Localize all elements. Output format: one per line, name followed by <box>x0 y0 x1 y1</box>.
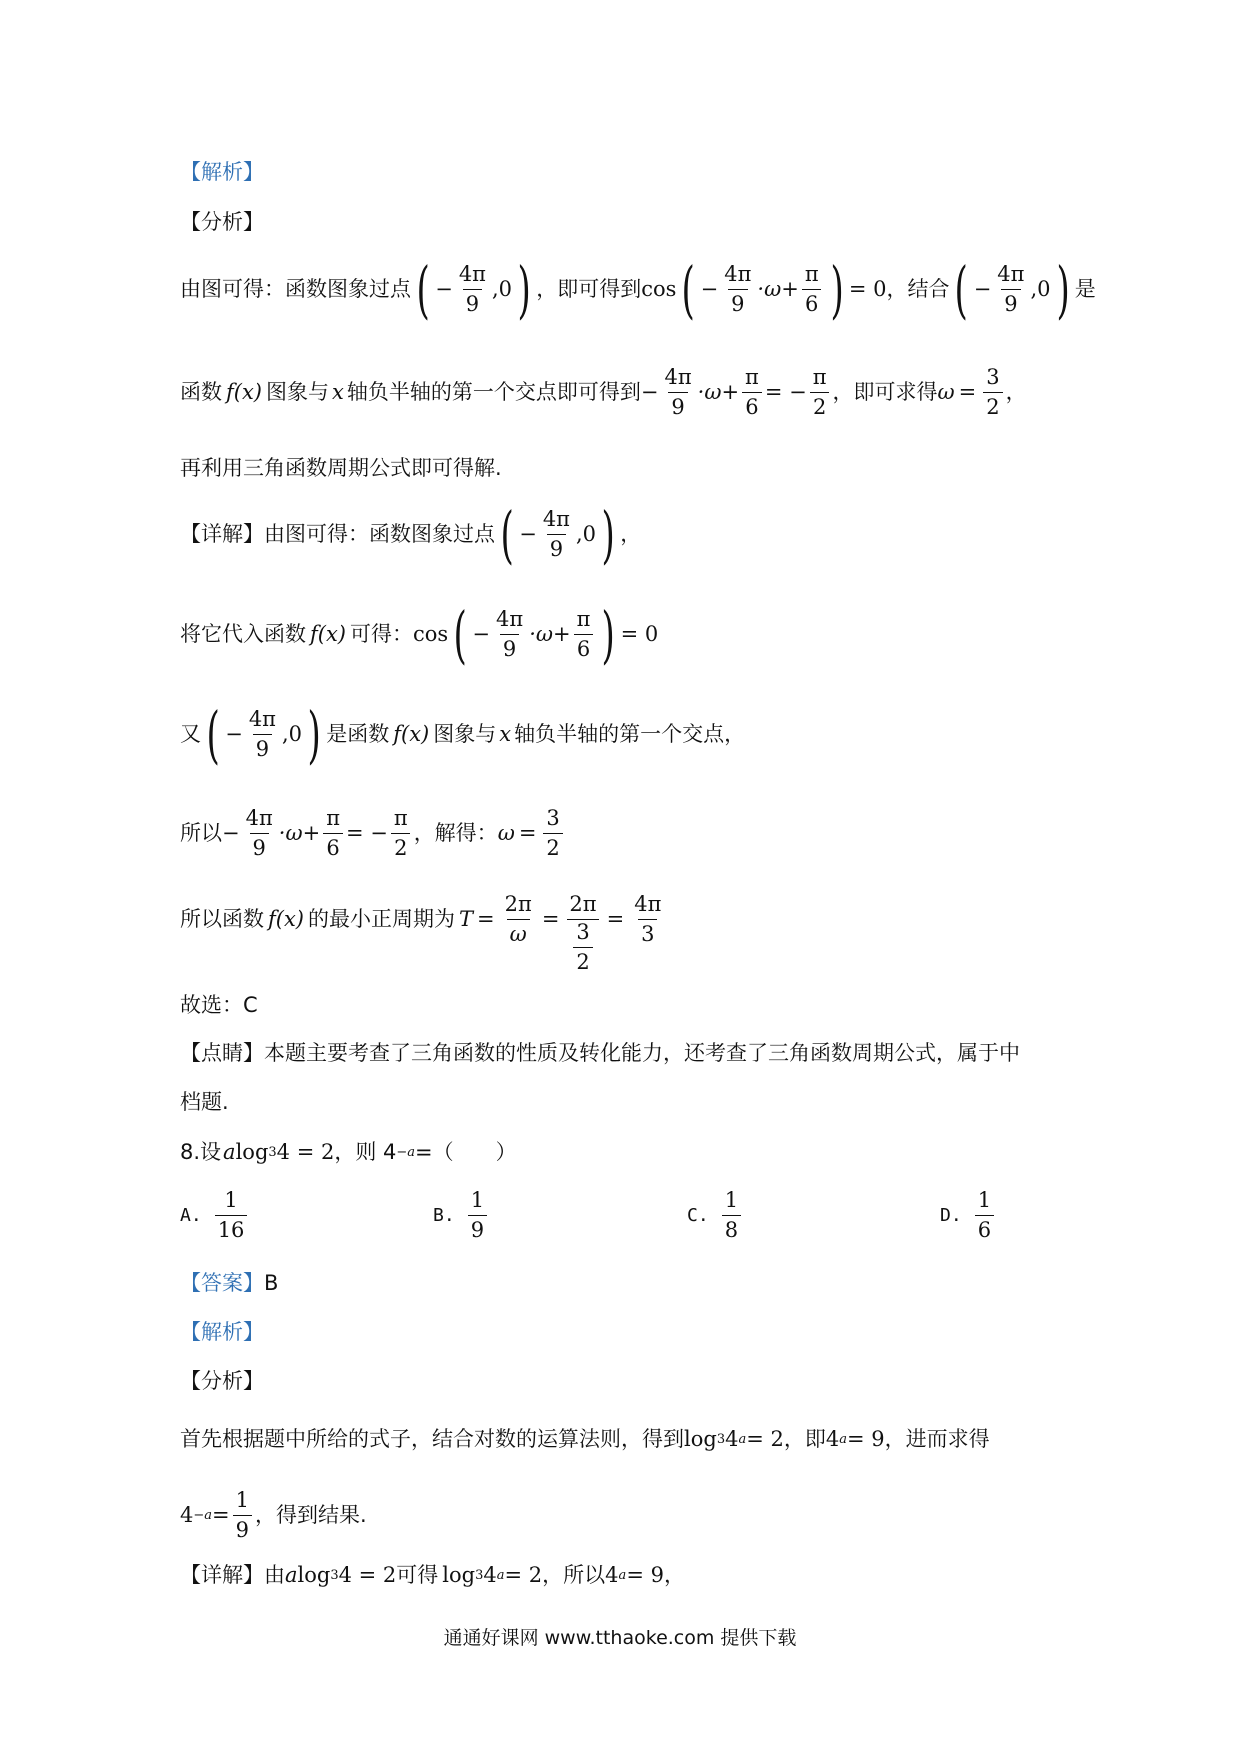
fraction <box>540 509 573 560</box>
math-segment: 4 = 2 <box>338 1563 397 1587</box>
daan-label: 【答案】 <box>180 1271 264 1295</box>
math-segment: 4 <box>725 1427 739 1451</box>
text-segment: 由图可得：函数图象过点 <box>180 277 411 302</box>
option-d <box>940 1190 997 1241</box>
comma: , <box>1030 277 1038 302</box>
minus-sign: − <box>472 622 491 647</box>
zero: 0 <box>1037 277 1051 302</box>
text-segment: ，解得： <box>413 821 498 845</box>
equals: = <box>606 907 625 931</box>
right-paren: ) <box>601 598 616 671</box>
denominator: 9 <box>500 634 519 660</box>
text-segment: ，则 4 <box>334 1140 397 1164</box>
analysis-line-2 <box>180 367 1120 418</box>
minus-sign: − <box>973 277 992 302</box>
equals-zero: = 0 <box>620 622 659 647</box>
option-label: B. <box>433 1205 455 1226</box>
detail-line-2 <box>180 598 1120 671</box>
log-function: log <box>684 1427 717 1451</box>
denominator: 8 <box>722 1215 741 1241</box>
text-segment: 图象与 <box>433 722 497 747</box>
equals-minus: = − <box>346 821 388 845</box>
cos-function: cos <box>413 622 449 647</box>
analysis-line-3 <box>180 458 1120 479</box>
denominator: 9 <box>547 534 566 560</box>
function-fx: f(x) <box>226 380 263 404</box>
text-segment: 由 <box>264 1563 285 1587</box>
numerator: 3 <box>576 920 590 944</box>
log-base: 3 <box>475 1568 484 1583</box>
text-segment: 函数 <box>180 380 222 404</box>
text-segment: 图象与 <box>266 380 330 404</box>
function-fx: f(x) <box>268 907 305 931</box>
fraction <box>543 808 562 859</box>
numerator: π <box>745 365 759 389</box>
right-paren: ) <box>601 498 615 571</box>
exponent: a <box>738 1432 747 1447</box>
denominator: 9 <box>468 1215 487 1241</box>
numerator: 2π <box>504 892 532 916</box>
text-segment: ，即可得到 <box>536 277 642 302</box>
minus-sign: − <box>435 277 453 302</box>
denominator: 2 <box>543 833 562 859</box>
function-fx: f(x) <box>393 722 430 747</box>
jiexi-label: 【解析】 <box>180 1320 264 1344</box>
detail-line-3 <box>180 698 1120 771</box>
numerator: 1 <box>235 1488 250 1512</box>
option-b <box>433 1190 490 1241</box>
log-function: log <box>235 1140 269 1164</box>
text-segment: 又 <box>180 722 201 747</box>
text-segment: 再利用三角函数周期公式即可得解. <box>180 456 502 480</box>
xiangjie-label: 【详解】 <box>180 522 264 547</box>
option-label: D. <box>940 1205 962 1226</box>
question-8-stem <box>180 1142 1120 1163</box>
fraction <box>468 1190 487 1241</box>
log-base: 3 <box>330 1568 339 1583</box>
compound-fraction <box>566 894 599 973</box>
fraction <box>243 808 276 859</box>
variable-x: x <box>499 722 512 747</box>
equals: = <box>958 380 977 404</box>
omega-term: ·ω+ <box>278 821 321 845</box>
math-segment: 4 <box>180 1503 194 1527</box>
exponent: −a <box>193 1508 213 1523</box>
fraction <box>215 1190 248 1241</box>
minus-sign: − <box>225 722 243 747</box>
equals: = <box>541 907 560 931</box>
inner-fraction <box>573 922 592 973</box>
fraction <box>975 1190 994 1241</box>
denominator: 3 <box>638 919 657 945</box>
equals: = <box>212 1503 230 1527</box>
zero: 0 <box>288 722 303 747</box>
numerator: 3 <box>986 365 1000 389</box>
minus-sign: − <box>640 380 659 404</box>
equals-minus: = − <box>764 380 807 404</box>
q8-detail-line <box>180 1565 1120 1586</box>
denominator: 2 <box>573 947 592 973</box>
fraction <box>722 1190 741 1241</box>
analysis-line-1 <box>180 253 1120 326</box>
numerator: 4π <box>496 607 524 632</box>
log-function: log <box>442 1563 476 1587</box>
variable-a: a <box>223 1140 236 1164</box>
text-segment: 轴负半轴的第一个交点即可得到 <box>346 380 641 404</box>
note-text: 档题. <box>180 1090 229 1114</box>
math-segment: = 2 <box>504 1563 543 1587</box>
denominator: 6 <box>975 1215 994 1241</box>
right-paren: ) <box>1055 253 1070 326</box>
fraction <box>323 808 343 859</box>
answer-line <box>180 1273 1120 1294</box>
minus-sign: − <box>700 277 719 302</box>
text-segment: 是 <box>1074 277 1096 302</box>
q8-analysis-line-2 <box>180 1490 1120 1541</box>
log-function: log <box>297 1563 331 1587</box>
numerator: 1 <box>977 1188 992 1212</box>
equals-zero: = 0 <box>848 277 887 302</box>
numerator: 4π <box>634 892 662 916</box>
omega-term: ·ω+ <box>757 277 799 302</box>
right-paren: ) <box>830 253 844 326</box>
option-label: A. <box>180 1205 202 1226</box>
numerator: 4π <box>458 262 486 287</box>
math-segment: = 2 <box>746 1427 784 1451</box>
text-segment: 所以 <box>180 821 222 845</box>
denominator: 9 <box>463 289 482 315</box>
numerator: 1 <box>470 1188 485 1212</box>
math-segment: 4 <box>825 1427 840 1451</box>
math-segment: 4 <box>605 1563 619 1587</box>
fenxi-label: 【分析】 <box>180 1369 264 1393</box>
text-segment: 所以函数 <box>180 907 264 931</box>
fraction <box>391 808 411 859</box>
text-segment: 8.设 <box>180 1140 222 1164</box>
detail-line-5 <box>180 880 1120 974</box>
exponent: a <box>618 1568 627 1583</box>
numerator: π <box>576 607 591 632</box>
fraction <box>661 367 694 418</box>
fraction <box>721 264 754 315</box>
exponent: a <box>496 1568 505 1583</box>
denominator: 16 <box>215 1215 248 1241</box>
text-segment: 可得： <box>350 622 414 647</box>
denominator <box>567 919 598 973</box>
text-segment: 是函数 <box>326 722 390 747</box>
denominator: 6 <box>323 833 342 859</box>
zero: 0 <box>498 277 513 302</box>
math-segment: 4 <box>483 1563 497 1587</box>
fraction <box>742 367 762 418</box>
denominator: 6 <box>802 289 821 315</box>
fraction <box>502 894 535 945</box>
detail-line-4 <box>180 808 1120 859</box>
numerator: 4π <box>248 707 276 732</box>
fraction <box>631 894 664 945</box>
omega-symbol: ω <box>937 380 955 404</box>
math-segment: 4 = 2 <box>276 1140 335 1164</box>
jiexi-label: 【解析】 <box>180 160 264 184</box>
numerator: 1 <box>224 1188 238 1212</box>
text-segment: ， <box>1005 380 1027 404</box>
section-label-jiexi <box>180 162 1120 183</box>
choice-line <box>180 995 1120 1016</box>
log-base: 3 <box>268 1145 277 1160</box>
numerator: 4π <box>997 262 1025 287</box>
denominator: 6 <box>574 634 593 660</box>
left-paren: ( <box>453 598 467 671</box>
left-paren: ( <box>500 498 514 571</box>
choice-text: 故选：C <box>180 993 258 1017</box>
right-paren: ) <box>517 253 531 326</box>
denominator: ω <box>507 919 530 945</box>
fraction <box>994 264 1027 315</box>
numerator: 3 <box>546 806 560 830</box>
function-fx: f(x) <box>310 622 347 647</box>
option-label: C. <box>687 1205 709 1226</box>
fraction <box>456 264 489 315</box>
text-segment: 由图可得：函数图象过点 <box>264 522 495 547</box>
fraction <box>810 367 830 418</box>
cos-function: cos <box>641 277 677 302</box>
denominator: 2 <box>391 833 410 859</box>
answer-value: B <box>264 1271 279 1295</box>
minus-sign: − <box>519 522 537 547</box>
denominator: 9 <box>253 734 272 760</box>
exponent: −a <box>396 1145 416 1160</box>
numerator: 1 <box>724 1188 739 1212</box>
omega-term: ·ω+ <box>697 380 740 404</box>
numerator: 4π <box>245 806 273 830</box>
left-paren: ( <box>681 253 696 326</box>
option-c <box>687 1190 744 1241</box>
denominator: 9 <box>250 833 269 859</box>
left-paren: ( <box>416 253 430 326</box>
numerator: π <box>812 365 827 389</box>
equals: = <box>477 907 495 931</box>
comma: , <box>575 522 583 547</box>
fraction <box>233 1490 252 1541</box>
fraction <box>574 609 594 660</box>
numerator: 4π <box>664 365 692 389</box>
text-segment: =（ ） <box>415 1140 517 1164</box>
right-paren: ) <box>307 698 321 771</box>
section-label-jiexi-2 <box>180 1322 1120 1343</box>
numerator: 4π <box>724 262 752 287</box>
numerator: π <box>326 806 340 830</box>
fraction <box>246 709 279 760</box>
section-label-fenxi <box>180 212 1120 233</box>
numerator: 4π <box>542 507 570 532</box>
page-footer: 通通好课网 www.tthaoke.com 提供下载 <box>443 1627 797 1649</box>
note-line-2 <box>180 1092 1120 1113</box>
log-base: 3 <box>716 1432 726 1447</box>
denominator: 6 <box>742 392 761 418</box>
dianjing-label: 【点睛】 <box>180 1041 264 1065</box>
text-segment: 轴负半轴的第一个交点， <box>514 722 746 747</box>
text-segment: ，结合 <box>886 277 950 302</box>
numerator: π <box>804 262 819 287</box>
omega-symbol: ω <box>497 821 515 845</box>
fraction <box>493 609 526 660</box>
left-paren: ( <box>206 698 220 771</box>
answer-options <box>180 1190 1120 1260</box>
text-segment: ， <box>663 1563 685 1587</box>
fraction <box>983 367 1002 418</box>
text-segment: 的最小正周期为 <box>308 907 456 931</box>
text-segment: ，所以 <box>542 1563 606 1587</box>
equals: = <box>518 821 537 845</box>
denominator: 9 <box>728 289 747 315</box>
denominator: 9 <box>668 392 687 418</box>
section-label-fenxi-2 <box>180 1371 1120 1392</box>
left-paren: ( <box>954 253 969 326</box>
text-segment: ，即可求得 <box>832 380 938 404</box>
denominator: 9 <box>1001 289 1020 315</box>
text-segment: ， <box>620 522 642 547</box>
text-segment: 首先根据题中所给的式子，结合对数的运算法则，得到 <box>180 1427 684 1451</box>
detail-line-1 <box>180 498 1120 571</box>
denominator: 9 <box>233 1515 252 1541</box>
zero: 0 <box>582 522 597 547</box>
note-text: 本题主要考查了三角函数的性质及转化能力，还考查了三角函数周期公式，属于中 <box>264 1041 1020 1065</box>
note-line-1 <box>180 1043 1120 1064</box>
denominator: 2 <box>810 392 829 418</box>
text-segment: 可得 <box>396 1563 439 1587</box>
fraction <box>802 264 822 315</box>
numerator: 2π <box>569 892 597 916</box>
period-T: T <box>459 907 474 931</box>
text-segment: ，得到结果. <box>255 1503 367 1527</box>
omega-term: ·ω+ <box>529 622 571 647</box>
minus-sign: − <box>222 821 240 845</box>
xiangjie-label: 【详解】 <box>180 1563 264 1587</box>
variable-a: a <box>285 1563 298 1587</box>
comma: , <box>281 722 289 747</box>
text-segment: 将它代入函数 <box>180 622 306 647</box>
exponent: a <box>839 1432 848 1447</box>
math-segment: = 9 <box>847 1427 885 1451</box>
fenxi-label: 【分析】 <box>180 210 264 234</box>
option-a <box>180 1190 250 1241</box>
q8-analysis-line-1 <box>180 1429 1120 1450</box>
text-segment: ，即 <box>783 1427 826 1451</box>
math-segment: = 9 <box>626 1563 664 1587</box>
numerator: π <box>393 806 408 830</box>
denominator: 2 <box>983 392 1002 418</box>
text-segment: ，进而求得 <box>884 1427 990 1451</box>
comma: , <box>491 277 499 302</box>
variable-x: x <box>332 380 344 404</box>
